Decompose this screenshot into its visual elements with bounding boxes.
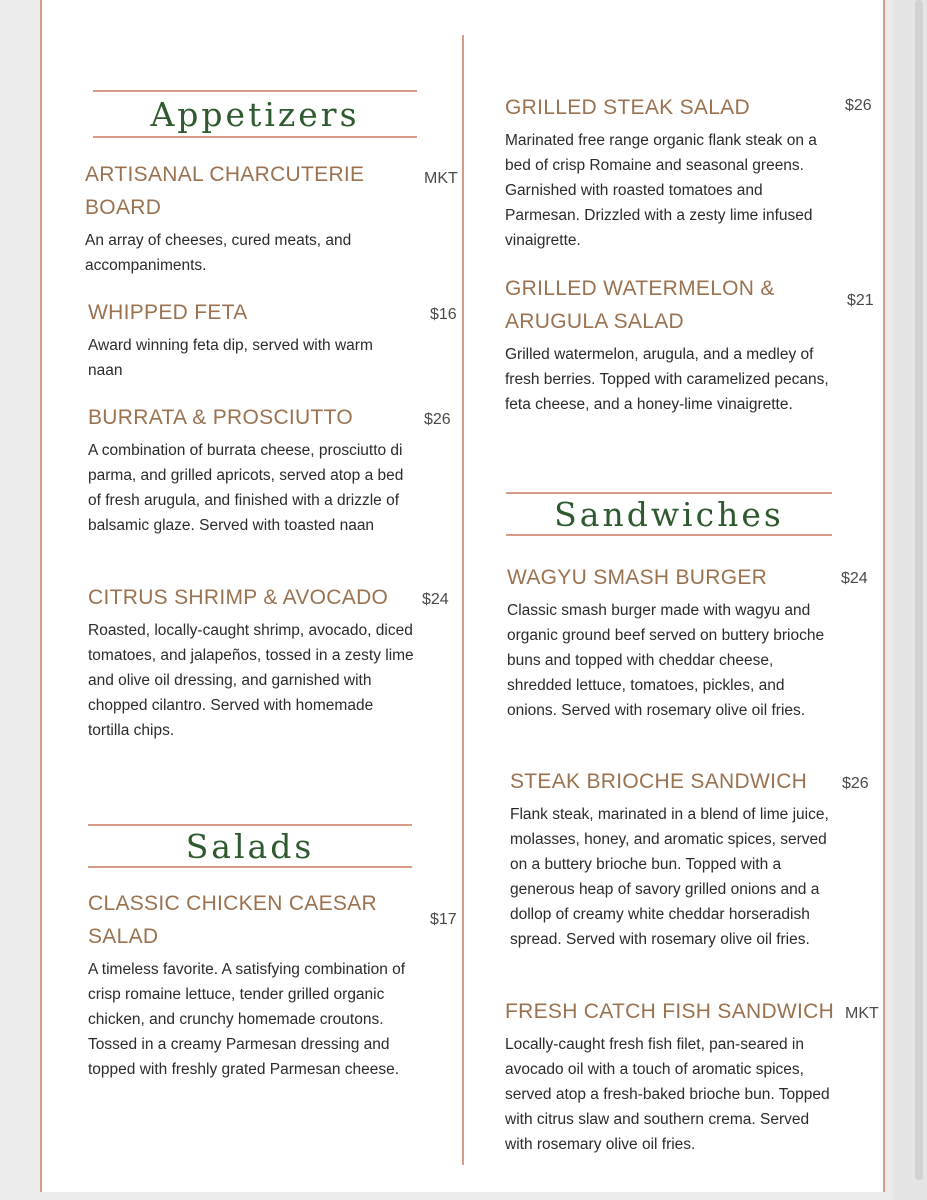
item-price: $24 bbox=[841, 570, 868, 587]
item-description: Classic smash burger made with wagyu and organic ground beef served on buttery brioche buns and topped with cheddar cheese, shredded lettuce, tomatoes, pickles, and onions. Served with rosemary olive oil fries. bbox=[507, 602, 825, 719]
column-divider bbox=[462, 35, 464, 1165]
item-name: ARTISANAL CHARCUTERIE BOARD bbox=[85, 163, 365, 219]
scrollbar-thumb[interactable] bbox=[915, 0, 923, 1180]
item-description: Locally-caught fresh fish filet, pan-seared in avocado oil with a touch of aromatic spices, served atop a fresh-baked brioche bun. Topped with citrus slaw and southern crema. Served with rosemary olive oil fries. bbox=[505, 1036, 830, 1153]
item-description: A combination of burrata cheese, prosciutto di parma, and grilled apricots, served atop a bed of fresh arugula, and finished with a drizzle of balsamic glaze. Served with toasted naan bbox=[88, 442, 404, 534]
section-title-sandwiches: Sandwiches bbox=[506, 492, 832, 536]
menu-item-fish-sandwich bbox=[505, 995, 840, 1157]
section-title-salads: Salads bbox=[88, 824, 412, 868]
item-price: MKT bbox=[845, 1005, 879, 1022]
menu-item-watermelon-salad bbox=[505, 272, 835, 417]
menu-item-grilled-steak-salad bbox=[505, 91, 835, 253]
item-description: Grilled watermelon, arugula, and a medley of fresh berries. Topped with caramelized pecans, feta cheese, and a honey-lime vinaigrette. bbox=[505, 346, 829, 413]
menu-item-whipped-feta bbox=[88, 296, 388, 383]
item-description: An array of cheeses, cured meats, and accompaniments. bbox=[85, 232, 352, 274]
section-title-appetizers: Appetizers bbox=[93, 90, 417, 138]
item-description: Award winning feta dip, served with warm naan bbox=[88, 337, 373, 379]
item-price: $26 bbox=[845, 97, 872, 114]
menu-item-citrus-shrimp bbox=[88, 581, 418, 743]
menu-item-caesar bbox=[88, 887, 418, 1082]
scrollbar[interactable] bbox=[893, 0, 927, 1200]
item-price: $16 bbox=[430, 306, 457, 323]
item-name: WHIPPED FETA bbox=[88, 301, 248, 324]
item-price: $21 bbox=[847, 292, 874, 309]
menu-item-wagyu-burger bbox=[507, 561, 837, 723]
item-name: STEAK BRIOCHE SANDWICH bbox=[510, 770, 808, 793]
menu-item-charcuterie bbox=[85, 158, 415, 278]
item-description: A timeless favorite. A satisfying combination of crisp romaine lettuce, tender grilled organic chicken, and crunchy homemade croutons. Tossed in a creamy Parmesan dressing and topped with freshly grated Parmesan cheese. bbox=[88, 961, 406, 1078]
item-description: Marinated free range organic flank steak on a bed of crisp Romaine and seasonal greens. Garnished with roasted tomatoes and Parmesan. Drizzled with a zesty lime infused vinaigrette. bbox=[505, 132, 817, 249]
item-price: $26 bbox=[842, 775, 869, 792]
item-description: Flank steak, marinated in a blend of lime juice, molasses, honey, and aromatic spices, served on a buttery brioche bun. Topped with a generous heap of savory grilled onions and a dollop of creamy white cheddar horseradish spread. Served with rosemary olive oil fries. bbox=[510, 806, 829, 948]
item-name: CLASSIC CHICKEN CAESAR SALAD bbox=[88, 892, 378, 948]
menu-item-burrata bbox=[88, 401, 418, 538]
item-name: WAGYU SMASH BURGER bbox=[507, 566, 768, 589]
item-price: $26 bbox=[424, 411, 451, 428]
item-name: GRILLED WATERMELON & ARUGULA SALAD bbox=[505, 277, 775, 333]
item-description: Roasted, locally-caught shrimp, avocado, diced tomatoes, and jalapeños, tossed in a zesty lime and olive oil dressing, and garnished with chopped cilantro. Served with homemade tortilla chips. bbox=[88, 622, 414, 739]
item-name: CITRUS SHRIMP & AVOCADO bbox=[88, 586, 389, 609]
menu-item-steak-brioche bbox=[510, 765, 835, 952]
item-name: BURRATA & PROSCIUTTO bbox=[88, 406, 354, 429]
item-price: $24 bbox=[422, 591, 449, 608]
item-price: $17 bbox=[430, 911, 457, 928]
item-name: FRESH CATCH FISH SANDWICH bbox=[505, 1000, 835, 1023]
item-name: GRILLED STEAK SALAD bbox=[505, 96, 750, 119]
item-price: MKT bbox=[424, 170, 458, 187]
